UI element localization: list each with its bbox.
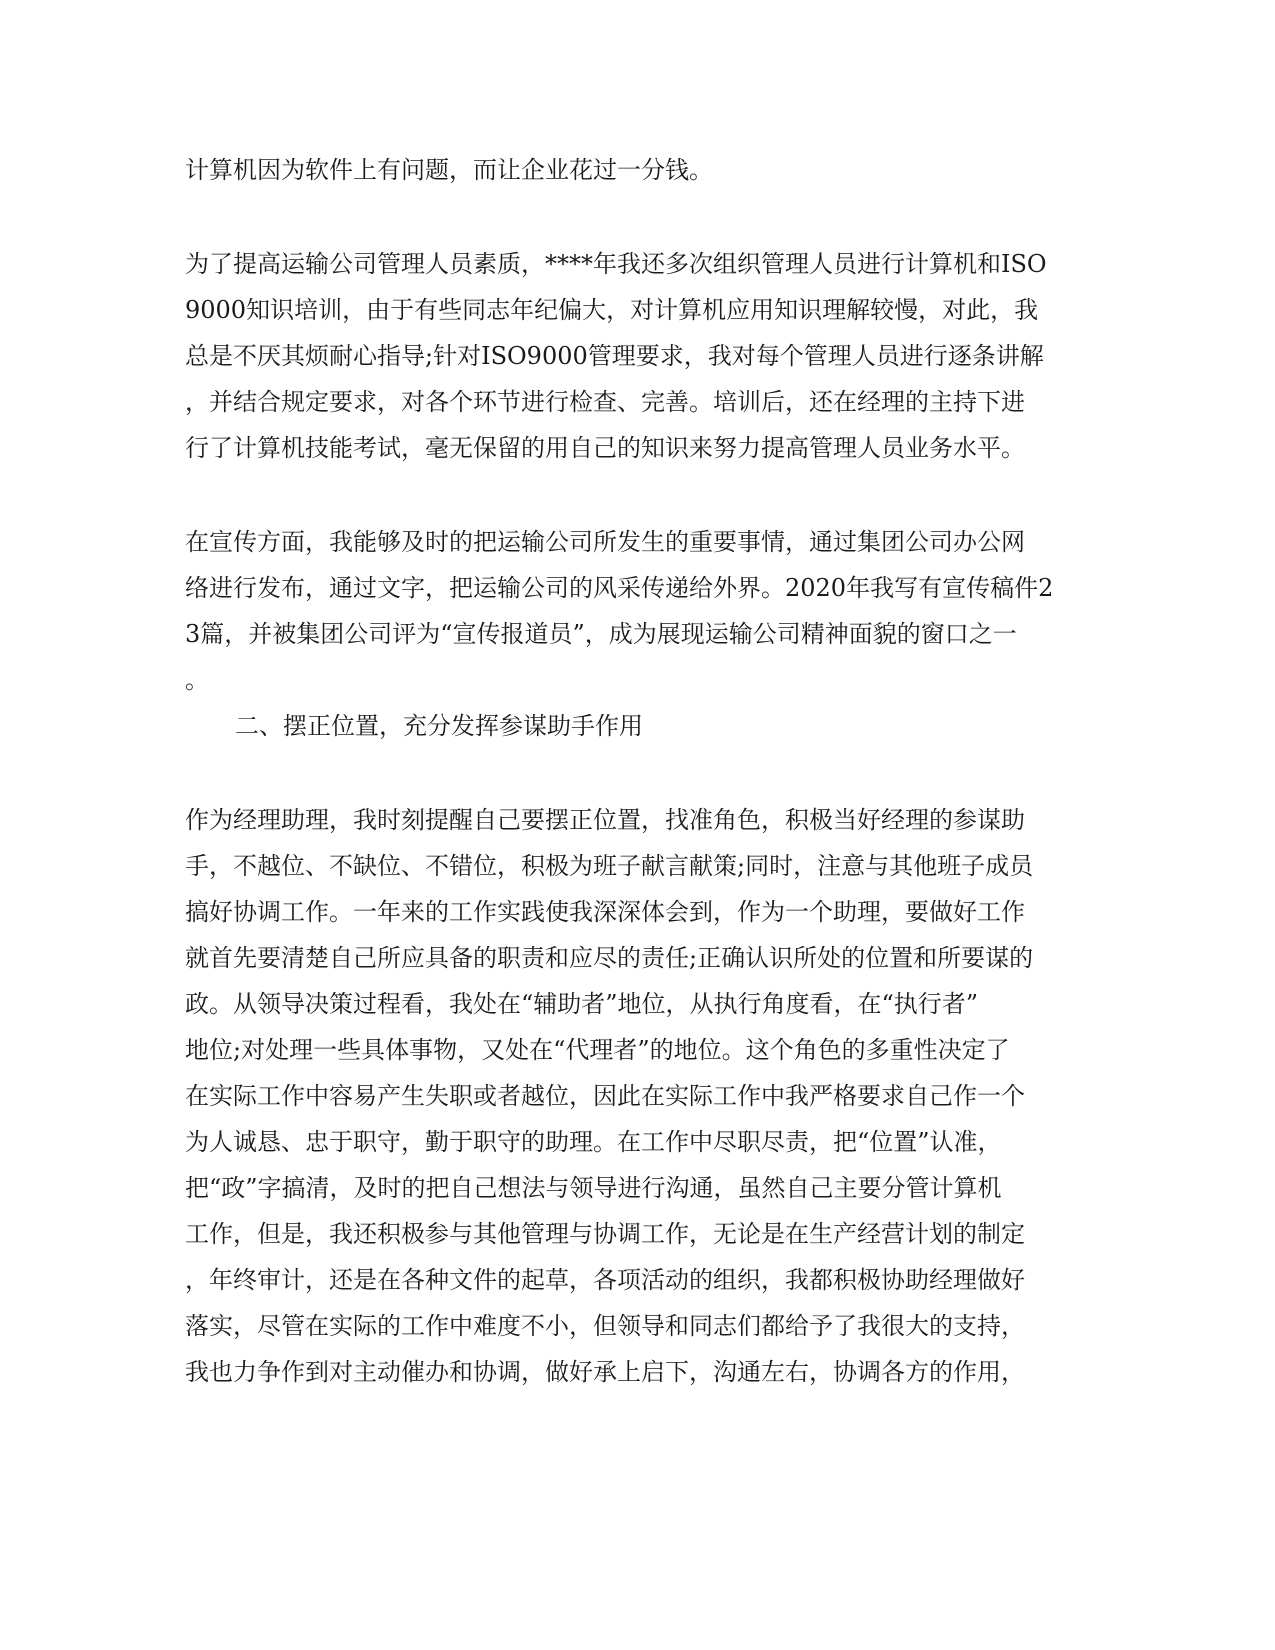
text-line: 总是不厌其烦耐心指导;针对ISO9000管理要求，我对每个管理人员进行逐条讲解 — [185, 342, 1044, 370]
text-line: 为人诚恳、忠于职守，勤于职守的助理。在工作中尽职尽责，把“位置”认准， — [185, 1128, 1002, 1156]
text-line: 地位;对处理一些具体事物，又处在“代理者”的地位。这个角色的多重性决定了 — [185, 1036, 1010, 1064]
text-line: 计算机因为软件上有问题，而让企业花过一分钱。 — [185, 156, 713, 184]
text-line: ，年终审计，还是在各种文件的起草，各项活动的组织，我都积极协助经理做好 — [185, 1266, 1025, 1294]
text-line: 9000知识培训，由于有些同志年纪偏大，对计算机应用知识理解较慢，对此，我 — [185, 296, 1039, 324]
text-line: 为了提高运输公司管理人员素质，****年我还多次组织管理人员进行计算机和ISO — [185, 250, 1047, 278]
text-line: 在实际工作中容易产生失职或者越位，因此在实际工作中我严格要求自己作一个 — [185, 1082, 1025, 1110]
text-line: 在宣传方面，我能够及时的把运输公司所发生的重要事情，通过集团公司办公网 — [185, 528, 1025, 556]
section-heading: 二、摆正位置，充分发挥参谋助手作用 — [235, 712, 643, 740]
text-line: 作为经理助理，我时刻提醒自己要摆正位置，找准角色，积极当好经理的参谋助 — [185, 806, 1025, 834]
text-line: 落实，尽管在实际的工作中难度不小，但领导和同志们都给予了我很大的支持， — [185, 1312, 1025, 1340]
text-line: 工作，但是，我还积极参与其他管理与协调工作，无论是在生产经营计划的制定 — [185, 1220, 1025, 1248]
text-line: 政。从领导决策过程看，我处在“辅助者”地位，从执行角度看，在“执行者” — [185, 990, 979, 1018]
text-line: 搞好协调工作。一年来的工作实践使我深深体会到，作为一个助理，要做好工作 — [185, 898, 1025, 926]
text-line: 行了计算机技能考试，毫无保留的用自己的知识来努力提高管理人员业务水平。 — [185, 434, 1025, 462]
text-line: 把“政”字搞清，及时的把自己想法与领导进行沟通，虽然自己主要分管计算机 — [185, 1174, 1002, 1202]
text-line: 3篇，并被集团公司评为“宣传报道员”，成为展现运输公司精神面貌的窗口之一 — [185, 620, 1017, 648]
text-line: 络进行发布，通过文字，把运输公司的风采传递给外界。2020年我写有宣传稿件2 — [185, 574, 1054, 602]
text-line: 。 — [185, 666, 209, 694]
text-line: ，并结合规定要求，对各个环节进行检查、完善。培训后，还在经理的主持下进 — [185, 388, 1025, 416]
text-line: 就首先要清楚自己所应具备的职责和应尽的责任;正确认识所处的位置和所要谋的 — [185, 944, 1034, 972]
text-line: 手，不越位、不缺位、不错位，积极为班子献言献策;同时，注意与其他班子成员 — [185, 852, 1034, 880]
text-line: 我也力争作到对主动催办和协调，做好承上启下，沟通左右，协调各方的作用， — [185, 1358, 1025, 1386]
